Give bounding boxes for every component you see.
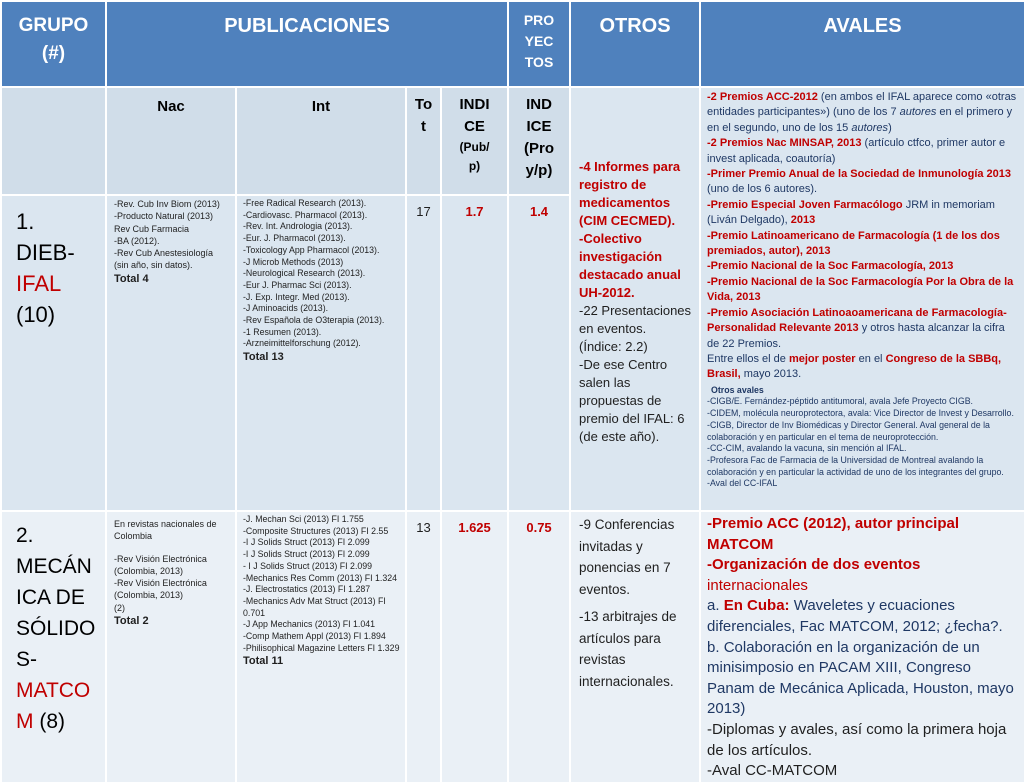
row1-aval-premios-acc-desc2: en el primero y en el segundo, uno de los 15	[707, 106, 1013, 134]
row2-tot: 13	[406, 511, 441, 783]
subheader-grupo-blank	[1, 87, 106, 195]
row2-nac-item-4: -Rev Visión Electrónica (Colombia, 2013)	[114, 578, 207, 601]
row2-aval-colaboracion: b. Colaboración en la organización de un minisimposio en PACAM XIII, Congreso Panam de Mecánica Aplicada, Houston, mayo 2013)	[707, 638, 1014, 718]
row1-count: (10)	[16, 302, 56, 327]
row1-nac-item-4: -BA (2012).	[114, 235, 160, 246]
row2-nac-item-5: (2)	[114, 602, 125, 613]
row1-int-item-10: -J Aminoacids (2013).	[243, 303, 329, 314]
row1-otros-colectivo: -Colectivo investigación destacado anual UH-2012.	[579, 231, 681, 300]
row1-int-item-11: -Rev Española de O3terapia (2013).	[243, 315, 385, 326]
row2-name-part1: MECÁN	[16, 555, 92, 578]
row1-grupo	[1, 195, 106, 511]
row1-aval-minsap-desc: (artículo ctfco, primer autor e invest aplicada, coautoría)	[707, 137, 1006, 165]
row1-nac-item-3: Rev Cub Farmacia	[114, 223, 190, 234]
row1-aval-inmunologia	[707, 167, 1020, 198]
row1-aval-premios-acc	[707, 90, 1020, 136]
row2-indice-pro: 0.75	[508, 511, 570, 783]
row1-otros-aval-1: -CIGB/E. Fernández-péptido antitumoral, avala Jefe Proyecto CIGB.	[707, 396, 974, 407]
row1-otros-aval-3: -CIGB, Director de Inv Biomédicas y Director General. Aval general de la colaboración y en particular en el tema de neuroprotección.	[707, 419, 990, 442]
row1-aval-minsap-title: -2 Premios Nac MINSAP, 2013	[707, 137, 862, 150]
row2-indice-pub: 1.625	[441, 511, 508, 783]
row1-aval-obra-vida: -Premio Nacional de la Soc Farmacología Por la Obra de la Vida, 2013	[707, 275, 1014, 304]
row1-aval-poster-b: mejor poster	[788, 352, 856, 365]
row2-otros-arbitrajes: -13 arbitrajes de artículos para revistas internacionales.	[579, 609, 677, 689]
row2-int-item-4: -I J Solids Struct (2013) FI 2.099	[243, 549, 370, 560]
row1-aval-premios-acc-close: )	[888, 121, 892, 134]
row1-aval-personalidad	[707, 306, 1020, 352]
row2-int-item-11: -Philisophical Magazine Letters FI 1.329	[243, 642, 400, 653]
row1-otros-propuestas: -De ese Centro salen las propuestas de premio del IFAL: 6 (de este año).	[579, 357, 685, 444]
row1-nac-item-2: -Producto Natural (2013)	[114, 211, 214, 222]
subheader-nac: Nac	[106, 87, 236, 195]
row1-aval-nacional: -Premio Nacional de la Soc Farmacología, 2013	[707, 260, 954, 273]
row2-int-item-6: -Mechanics Res Comm (2013) FI 1.324	[243, 572, 398, 583]
subheader-int: Int	[236, 87, 406, 195]
row2-nac-item-1: En revistas nacionales de Colombia	[114, 519, 217, 542]
row1-aval-poster	[707, 352, 1020, 383]
row1-aval-inmunologia-title: -Primer Premio Anual de la Sociedad de Inmunología 2013	[707, 168, 1012, 181]
subheader-indice-pub-sub: (Pub/ p)	[459, 140, 490, 173]
row1-int-item-3: -Rev. Int. Andrologia (2013).	[243, 221, 353, 232]
row2-aval-premio-acc: -Premio ACC (2012), autor principal MATCOM	[707, 515, 960, 553]
row1-aval-minsap	[707, 136, 1020, 167]
row1-otros-avales-title: Otros avales	[711, 384, 764, 395]
row1-avales	[700, 87, 1024, 511]
row2-otros	[570, 511, 700, 783]
row1-aval-poster-e: mayo 2013.	[740, 368, 802, 381]
row2-int-item-7: -J. Electrostatics (2013) FI 1.287	[243, 584, 371, 595]
row1-aval-joven-title: -Premio Especial Joven Farmacólogo	[707, 198, 903, 211]
row2-name-last	[16, 706, 105, 737]
row1-aval-joven	[707, 198, 1020, 229]
row1-int-item-12: -1 Resumen (2013).	[243, 326, 322, 337]
row1-otros-aval-2: -CIDEM, molécula neuroprotectora, avala: Vice Director de Invest y Desarrollo.	[707, 408, 1014, 419]
row1-int-item-6: -J Microb Methods (2013)	[243, 256, 344, 267]
header-otros: OTROS	[570, 1, 700, 87]
row2-aval-cuba	[707, 596, 1020, 637]
row1-int-item-5: -Toxicology App Pharmacol (2013).	[243, 244, 380, 255]
row2-nac	[106, 511, 236, 783]
row1-int-item-9: -J. Exp. Integr. Med (2013).	[243, 291, 350, 302]
row1-aval-poster-d: Congreso de la SBBq, Brasil,	[707, 352, 1002, 381]
row1-otros-avales	[707, 385, 1020, 490]
row2-name-part3: SÓLIDO	[16, 617, 96, 640]
row1-aval-latinoamericano: -Premio Latinoamericano de Farmacología (1 de los dos premiados, autor), 2013	[707, 229, 1000, 258]
subheader-indice-pub	[441, 87, 508, 195]
row1-aval-inmunologia-desc: (uno de los 6 autores).	[707, 183, 818, 196]
row2-nac-item-2	[114, 543, 233, 553]
row1-aval-premios-acc-title: -2 Premios ACC-2012	[707, 91, 818, 103]
row1-otros-informes: -4 Informes para registro de medicamentos (CIM CECMED).	[579, 159, 681, 228]
row1-aval-poster-c: en el	[855, 352, 886, 365]
row2-aval-organizacion-desc: internacionales	[707, 576, 808, 594]
row2-name-part2: ICA DE	[16, 586, 85, 609]
row1-nac	[106, 195, 236, 511]
header-publicaciones: PUBLICACIONES	[106, 1, 508, 87]
row1-nac-item-5: -Rev Cub Anestesiología	[114, 248, 214, 259]
row1-avales-list	[707, 90, 1020, 383]
row2-name-part5: MATCO	[16, 679, 91, 702]
header-avales: AVALES	[700, 1, 1024, 87]
row2-nac-total: Total 2	[114, 615, 149, 628]
row1-int-item-4: -Eur. J. Pharmacol (2013).	[243, 233, 346, 244]
row1-nac-item-1: -Rev. Cub Inv Biom (2013)	[114, 199, 220, 209]
row1-indice-pro: 1.4	[508, 195, 570, 511]
row2-int-item-10: -Comp Mathem Appl (2013) FI 1.894	[243, 631, 386, 642]
subheader-tot: To t	[406, 87, 441, 195]
header-grupo: GRUPO (#)	[1, 1, 106, 87]
row1-aval-personalidad-desc: y otros hasta alcanzar la cifra de 22 Premios.	[707, 322, 1005, 350]
row2-name-part6: M	[16, 710, 34, 733]
row1-int-item-2: -Cardiovasc. Pharmacol (2013).	[243, 209, 368, 220]
row2-int-item-3: -I J Solids Struct (2013) FI 2.099	[243, 537, 370, 548]
row1-aval-joven-year: 2013	[790, 214, 816, 227]
row2-count: (8)	[33, 710, 65, 733]
row2-int-total: Total 11	[243, 655, 284, 668]
row2-int-item-5: - I J Solids Struct (2013) FI 2.099	[243, 560, 373, 571]
row2-name-part4: S-	[16, 648, 37, 671]
row1-otros-aval-5: -Profesora Fac de Farmacia de la Universidad de Montreal avalando la colaboración y en particular la actividad de uno de los integrantes del grupo.	[707, 454, 1004, 477]
row1-nac-item-6: (sin año, sin datos).	[114, 260, 193, 271]
row2-aval-cc-matcom: -Aval CC-MATCOM	[707, 762, 838, 780]
subheader-indice-pub-label: INDI CE	[459, 96, 490, 135]
row2-aval-organizacion-title: -Organización de dos eventos	[707, 556, 921, 574]
row1-otros-presentaciones: -22 Presentaciones en eventos.	[579, 303, 692, 336]
row1-otros	[570, 87, 700, 511]
row1-otros-aval-4: -CC-CIM, avalando la vacuna, sin mención al IFAL.	[707, 443, 907, 454]
row1-tot: 17	[406, 195, 441, 511]
row1-otros-aval-6: -Aval del CC-IFAL	[707, 478, 778, 489]
row1-int-total: Total 13	[243, 351, 284, 364]
row2-aval-cuba-a: a.	[707, 597, 724, 615]
row1-aval-personalidad-title: -Premio Asociación Latinoaoamericana de Farmacología- Personalidad Relevante 2013	[707, 306, 1007, 335]
row1-aval-autores2: autores	[851, 121, 889, 134]
row1-int-item-1: -Free Radical Research (2013).	[243, 198, 367, 208]
row2-int-item-2: -Composite Structures (2013) FI 2.55	[243, 525, 389, 536]
row2-int-item-8: -Mechanics Adv Mat Struct (2013) FI 0.701	[243, 595, 386, 618]
row2-grupo	[1, 511, 106, 783]
row2-int-item-9: -J App Mechanics (2013) FI 1.041	[243, 619, 376, 630]
row1-aval-poster-a: Entre ellos el de	[707, 352, 789, 365]
row1-otros-indice: (Índice: 2.2)	[579, 339, 648, 354]
row2-num: 2.	[16, 524, 34, 547]
row2-nac-item-3: -Rev Visión Electrónica (Colombia, 2013)	[114, 553, 207, 576]
row1-indice-pub: 1.7	[441, 195, 508, 511]
row2-avales	[700, 511, 1024, 783]
row2-aval-cuba-c: Waveletes y ecuaciones diferenciales, Fac MATCOM, 2012; ¿fecha?.	[707, 597, 1003, 635]
row1-int-item-8: -Eur J. Pharmac Sci (2013).	[243, 279, 352, 290]
row1-num: 1.	[16, 209, 35, 234]
row1-aval-joven-desc: JRM in memoriam (Liván Delgado),	[707, 198, 995, 227]
row1-aval-premios-acc-desc: (en ambos el IFAL aparece como «otras entidades participantes») (uno de los 7	[707, 91, 1017, 119]
row2-aval-organizacion	[707, 555, 1020, 596]
row1-name-part2: IFAL	[16, 271, 62, 296]
row2-int-item-1: -J. Mechan Sci (2013) FI 1.755	[243, 514, 364, 524]
subheader-indice-pro: IND ICE (Pro y/p)	[508, 87, 570, 195]
row1-nac-total: Total 4	[114, 272, 149, 285]
row1-int-item-13: -Arzneimittelforschung (2012).	[243, 338, 361, 349]
row1-int	[236, 195, 406, 511]
row1-int-item-7: -Neurological Research (2013).	[243, 268, 366, 279]
row1-name-part1: DIEB-	[16, 240, 75, 265]
header-proyectos: PRO YEC TOS	[508, 1, 570, 87]
row1-aval-autores1: autores	[899, 106, 937, 119]
row2-int	[236, 511, 406, 783]
row2-aval-cuba-b: En Cuba:	[723, 597, 790, 615]
row2-otros-conferencias: -9 Conferencias invitadas y ponencias en 7 eventos.	[579, 517, 675, 597]
row2-aval-diplomas: -Diplomas y avales, así como la primera hoja de los artículos.	[707, 720, 1007, 759]
